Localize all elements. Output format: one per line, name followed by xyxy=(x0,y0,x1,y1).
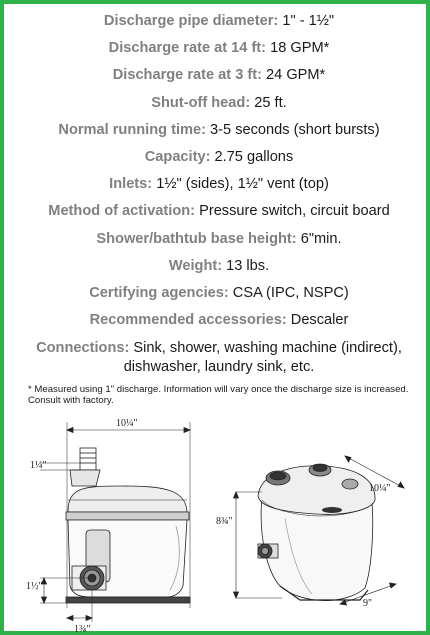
spec-label: Connections: xyxy=(36,340,130,357)
spec-value: 1½" (sides), 1½" vent (top) xyxy=(156,176,329,193)
spec-row-rate-3ft xyxy=(8,62,430,89)
spec-label: Discharge rate at 14 ft: xyxy=(108,40,267,57)
spec-value: 2.75 gallons xyxy=(214,149,294,166)
spec-value: 24 GPM* xyxy=(266,67,326,84)
spec-value: 1" - 1½" xyxy=(282,13,335,29)
spec-value: Descaler xyxy=(290,312,349,329)
spec-row-certifying xyxy=(8,280,430,307)
iso-width-label: 9" xyxy=(363,598,373,609)
spec-row-base-height xyxy=(8,226,430,253)
spec-row-rate-14ft xyxy=(8,35,430,62)
spec-label: Capacity: xyxy=(144,149,211,166)
spec-label: Method of activation: xyxy=(48,203,196,220)
spec-value: 3-5 seconds (short bursts) xyxy=(210,121,380,138)
spec-value: Sink, shower, washing machine (indirect), dishwasher, laundry sink, etc. xyxy=(123,340,402,376)
isometric-view-pump xyxy=(234,456,405,605)
footnote: * Measured using 1" discharge. Information will vary once the discharge size is increased. Consult with factory. xyxy=(28,384,409,406)
spec-value: 18 GPM* xyxy=(270,40,330,57)
dimension-diagram xyxy=(0,408,430,635)
spec-label: Shower/bathtub base height: xyxy=(96,230,297,247)
spec-row-weight xyxy=(8,253,430,280)
spec-value: 6"min. xyxy=(300,230,342,247)
spec-value: CSA (IPC, NSPC) xyxy=(232,285,349,302)
spec-label: Inlets: xyxy=(109,176,153,193)
spec-label: Discharge rate at 3 ft: xyxy=(112,67,262,84)
front-inlet-offset-label: 1¾" xyxy=(74,624,91,635)
spec-value: 13 lbs. xyxy=(226,257,270,274)
front-inlet-height-label: 1½" xyxy=(26,581,43,592)
spec-row-discharge-pipe xyxy=(8,8,430,35)
spec-label: Normal running time: xyxy=(58,121,206,138)
spec-label: Discharge pipe diameter: xyxy=(103,13,279,29)
spec-label: Shut-off head: xyxy=(151,94,251,111)
spec-value: 25 ft. xyxy=(254,94,287,111)
iso-height-label: 8¾" xyxy=(216,516,233,527)
spec-row-accessories xyxy=(8,307,430,334)
spec-label: Certifying agencies: xyxy=(89,285,229,302)
spec-label: Weight: xyxy=(168,257,223,274)
spec-row-activation xyxy=(8,198,430,225)
front-width-label: 10¼" xyxy=(116,418,138,429)
spec-value: Pressure switch, circuit board xyxy=(199,203,390,220)
spec-row-capacity xyxy=(8,144,430,171)
front-outlet-height-label: 1¼" xyxy=(30,460,47,471)
spec-list xyxy=(8,8,430,377)
spec-row-shutoff-head xyxy=(8,90,430,117)
spec-row-running-time xyxy=(8,117,430,144)
spec-row-connections xyxy=(8,334,430,377)
spec-label: Recommended accessories: xyxy=(89,312,287,329)
iso-depth-label: 10¼" xyxy=(369,483,391,494)
spec-row-inlets xyxy=(8,171,430,198)
front-view-pump xyxy=(40,422,190,622)
